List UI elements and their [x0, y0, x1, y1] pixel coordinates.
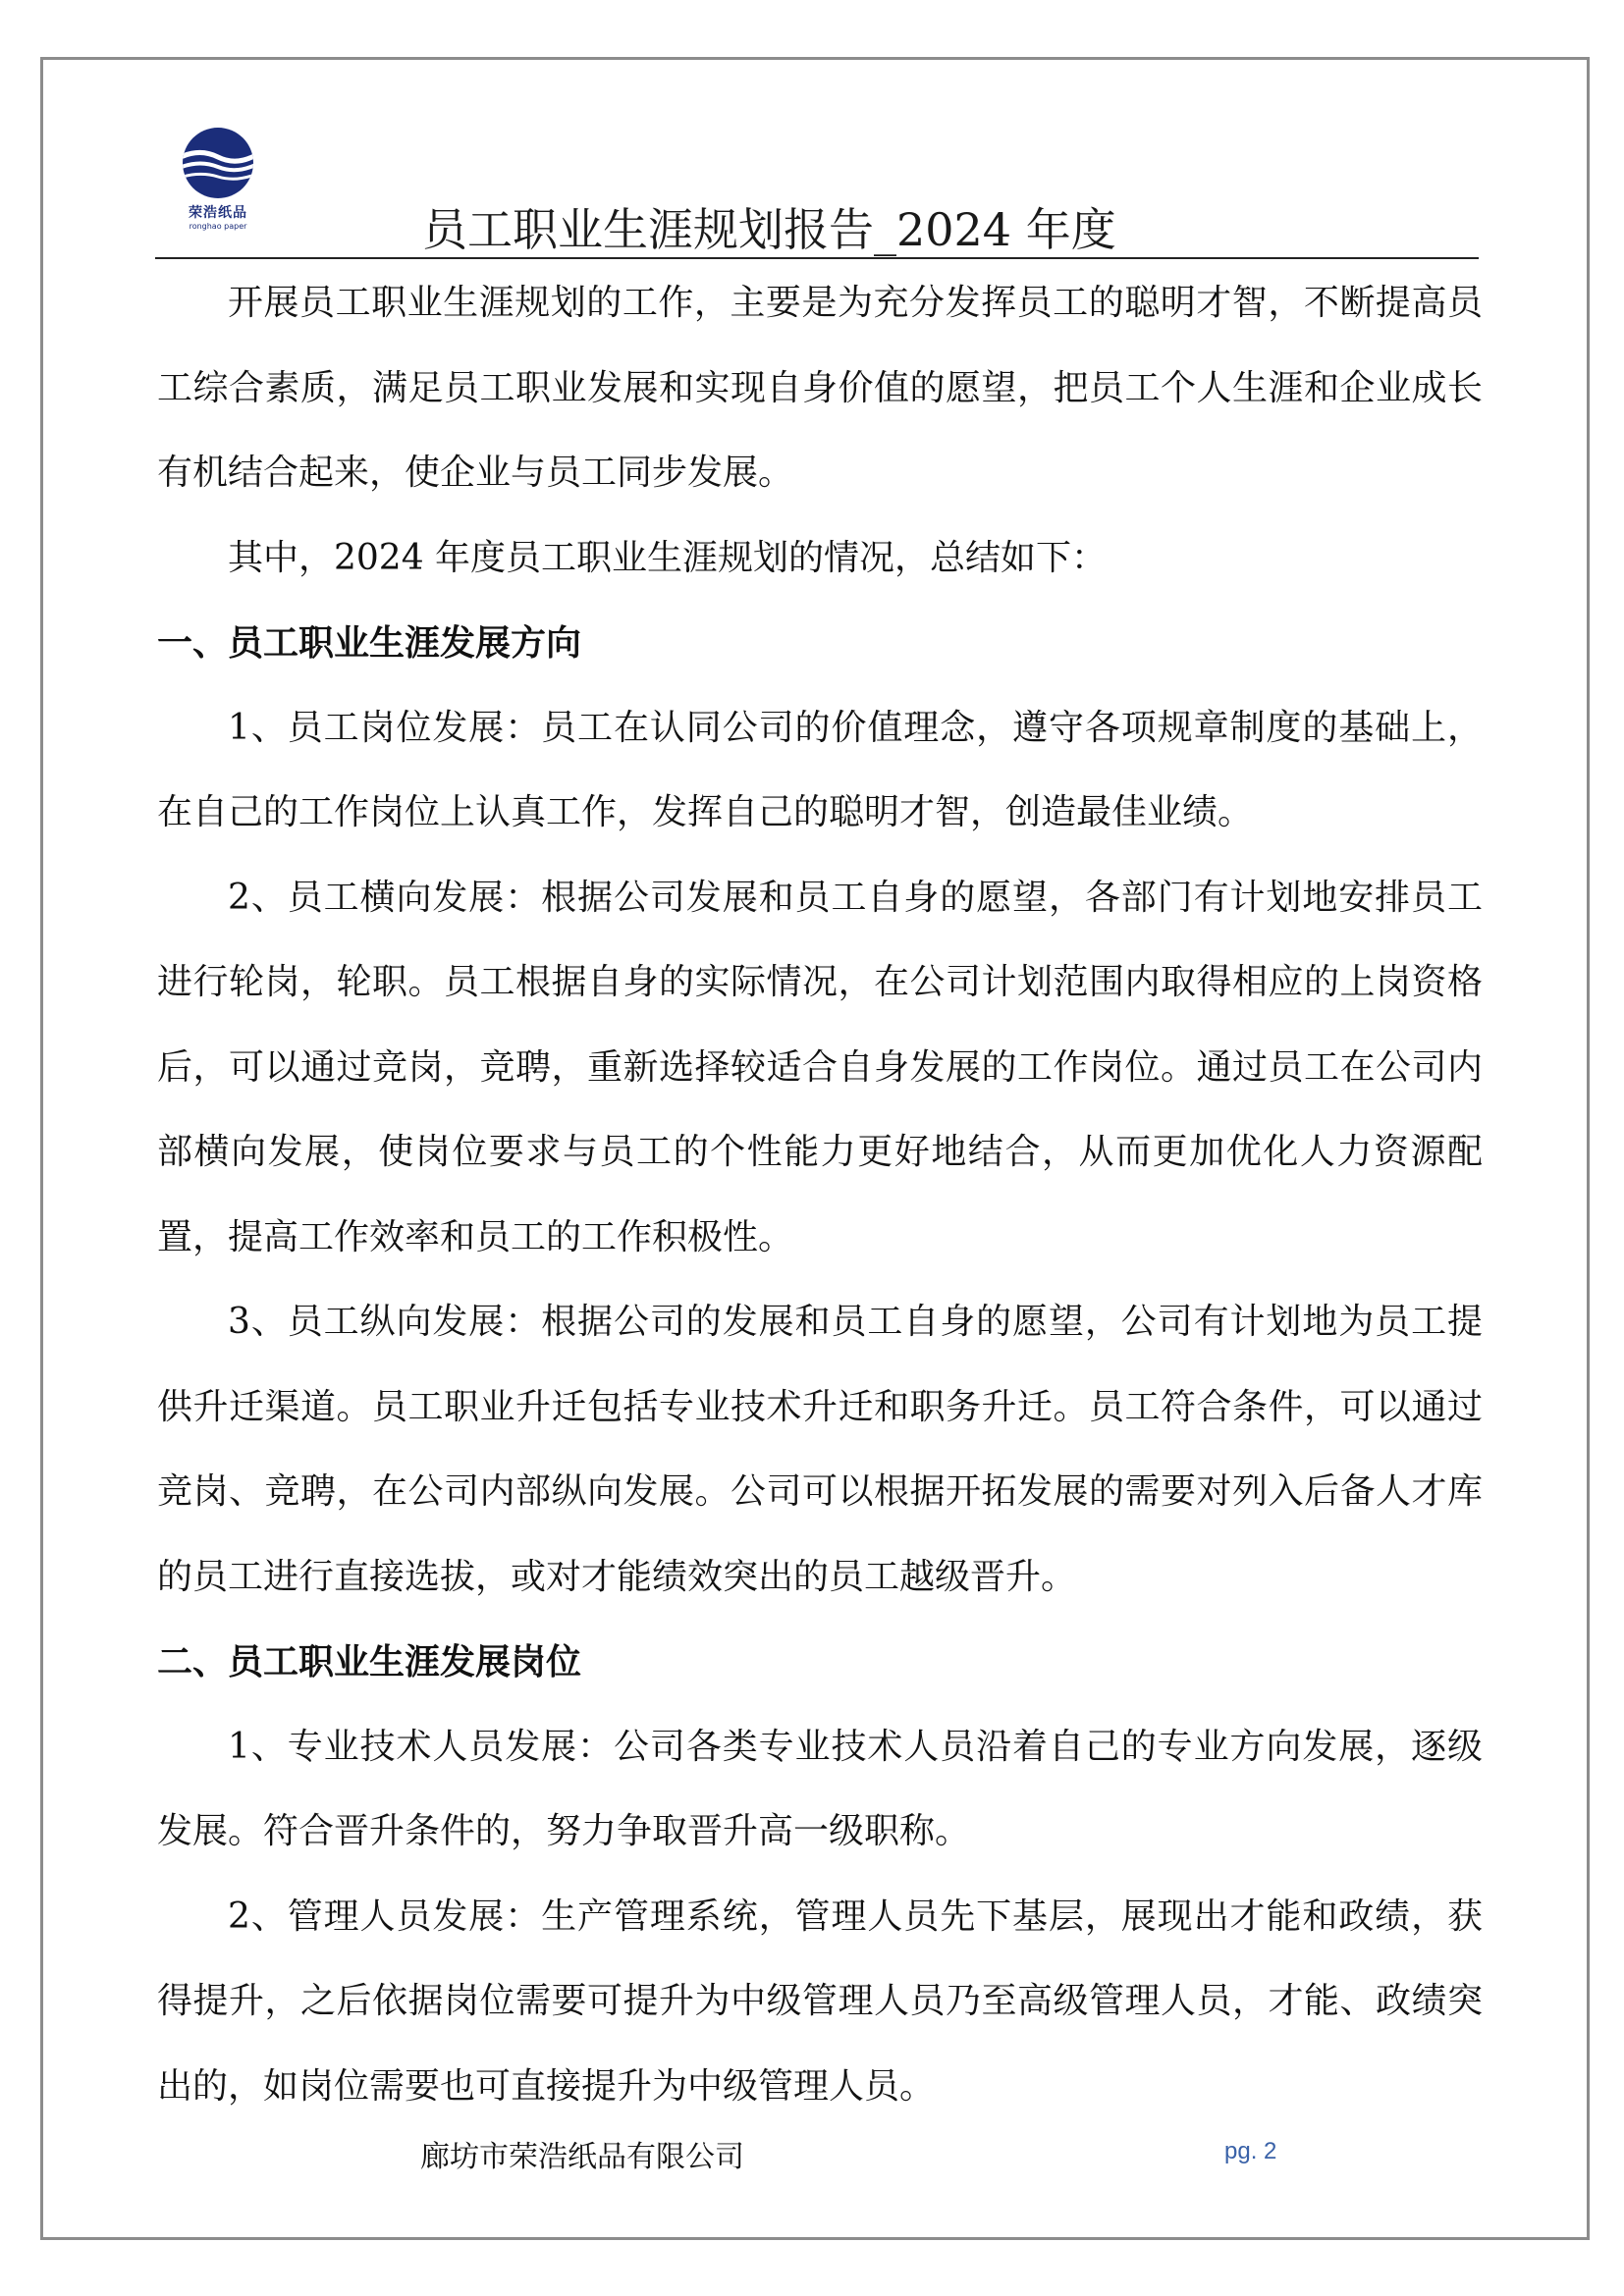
- logo-name: 荣浩纸品: [189, 205, 247, 221]
- section-heading-positions: 二、员工职业生涯发展岗位: [157, 1641, 582, 1682]
- document-title: 员工职业生涯规划报告_2024 年度: [422, 203, 1116, 256]
- paragraph-vertical-development: 3、员工纵向发展：根据公司的发展和员工自身的愿望，公司有计划地为员工提供升迁渠道。员工职业升迁包括专业技术升迁和职务升迁。员工符合条件，可以通过竞岗、竞聘，在公司内部纵向发展。公司可以根据开拓发展的需要对列入后备人才库的员工进行直接选拔，或对才能绩效突出的员工越级晋升。: [157, 1302, 1483, 1597]
- intro-paragraph: 开展员工职业生涯规划的工作，主要是为充分发挥员工的聪明才智，不断提高员工综合素质，满足员工职业发展和实现自身价值的愿望，把员工个人生涯和企业成长有机结合起来，使企业与员工同步发展。: [157, 283, 1483, 493]
- section-heading-direction: 一、员工职业生涯发展方向: [157, 622, 582, 664]
- footer-company-name: 廊坊市荣浩纸品有限公司: [420, 2140, 744, 2174]
- paragraph-management-staff: 2、管理人员发展：生产管理系统，管理人员先下基层，展现出才能和政绩，获得提升，之后依据岗位需要可提升为中级管理人员乃至高级管理人员，才能、政绩突出的，如岗位需要也可直接提升为中级管理人员。: [157, 1896, 1483, 2107]
- paragraph-horizontal-development: 2、员工横向发展：根据公司发展和员工自身的愿望，各部门有计划地安排员工进行轮岗，轮职。员工根据自身的实际情况，在公司计划范围内取得相应的上岗资格后，可以通过竞岗，竞聘，重新选择较适合自身发展的工作岗位。通过员工在公司内部横向发展，使岗位要求与员工的个性能力更好地结合，从而更加优化人力资源配置，提高工作效率和员工的工作积极性。: [157, 877, 1483, 1257]
- company-logo: [169, 124, 267, 241]
- paragraph-position-development: 1、员工岗位发展：员工在认同公司的价值理念，遵守各项规章制度的基础上，在自己的工作岗位上认真工作，发挥自己的聪明才智，创造最佳业绩。: [157, 707, 1483, 832]
- page-number: pg. 2: [1224, 2138, 1277, 2164]
- ronghao-paper-logo-icon: [169, 124, 267, 202]
- header-divider: [155, 257, 1479, 259]
- paragraph-technical-staff: 1、专业技术人员发展：公司各类专业技术人员沿着自己的专业方向发展，逐级发展。符合晋升条件的，努力争取晋升高一级职称。: [157, 1726, 1483, 1851]
- logo-subtitle: ronghao paper: [189, 222, 247, 231]
- summary-paragraph: 其中，2024 年度员工职业生涯规划的情况，总结如下：: [228, 537, 1108, 578]
- document-body: [157, 261, 1483, 2129]
